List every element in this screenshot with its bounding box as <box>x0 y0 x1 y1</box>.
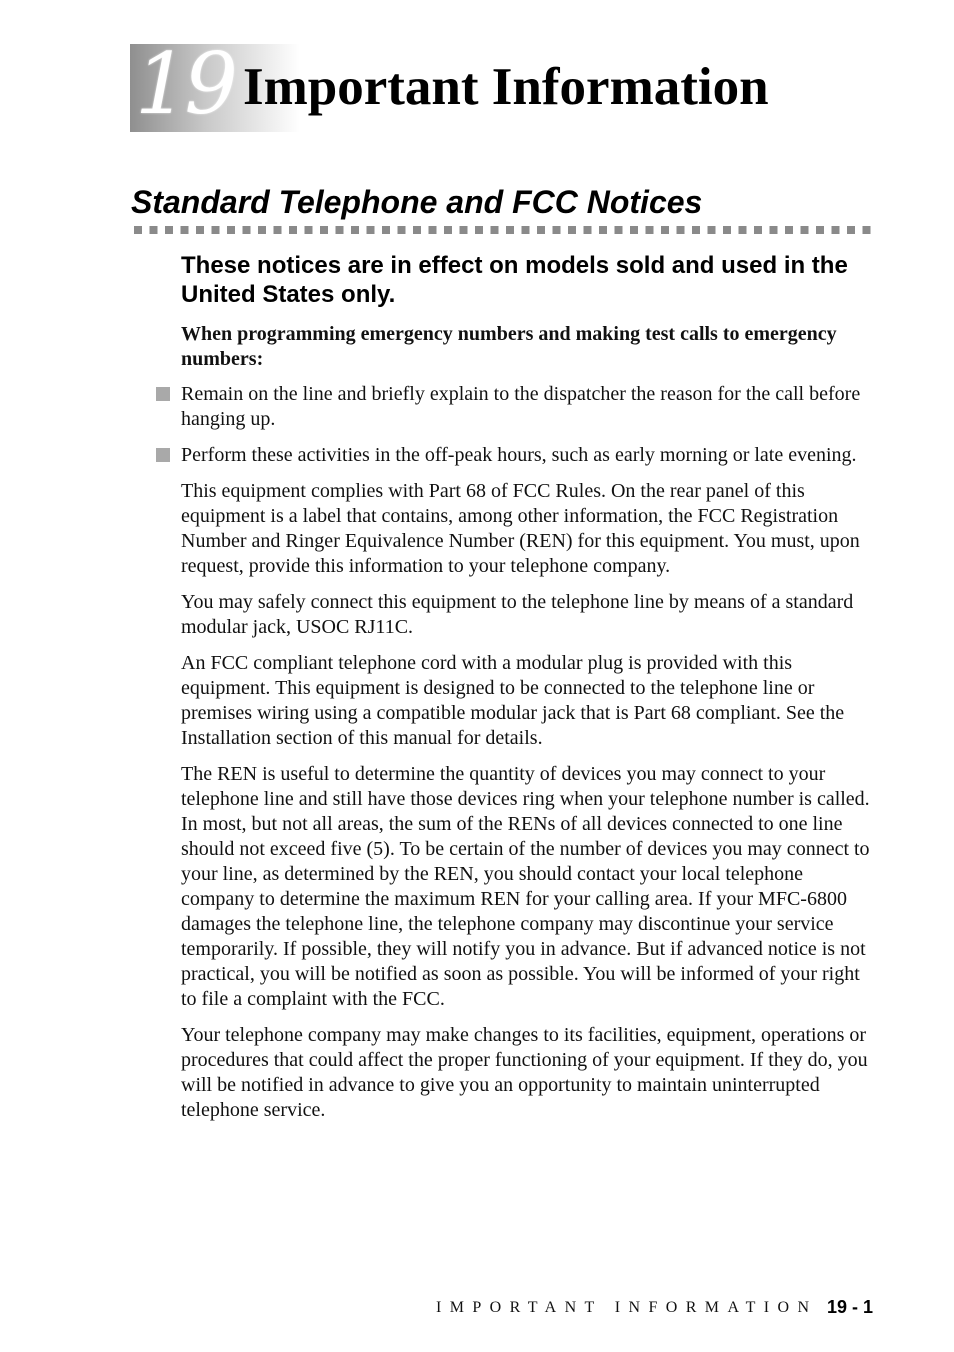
main-content <box>181 251 874 1134</box>
square-bullet-icon <box>156 448 170 462</box>
paragraph-ren: The REN is useful to determine the quantity of devices you may connect to your telephone line and still have those devices ring when your telephone number is called. In most, but not all areas, the sum of the RENs of all devices connected to one line should not exceed five (5). To be certain of the number of devices you may connect to your line, as determined by the REN, you should contact your local telephone company to determine the maximum REN for your calling area. If your MFC-6800 damages the telephone line, the telephone company may discontinue your service temporarily. If possible, they will notify you in advance. But if advanced notice is not practical, you will be notified as soon as possible. You will be informed of your right to file a complaint with the FCC. <box>181 763 870 1010</box>
chapter-title: Important Information <box>243 58 769 116</box>
paragraph-fcc-compliance: This equipment complies with Part 68 of FCC Rules. On the rear panel of this equipment is a label that contains, among other information, the FCC Registration Number and Ringer Equivalence Number (REN) for this equipment. You must, upon request, provide this information to your telephone company. <box>181 480 860 577</box>
notice-subheading: These notices are in effect on models sold and used in the United States only. <box>181 252 848 308</box>
bullet-text: Remain on the line and briefly explain to the dispatcher the reason for the call before hanging up. <box>181 383 861 430</box>
square-bullet-icon <box>156 387 170 401</box>
emergency-bullet-list <box>181 382 874 468</box>
list-item <box>181 382 874 432</box>
dotted-divider <box>134 226 874 234</box>
paragraph-telephone-cord: An FCC compliant telephone cord with a modular plug is provided with this equipment. This equipment is designed to be connected to the telephone line or premises wiring using a compatible modular jack that is Part 68 compliant. See the Installation section of this manual for details. <box>181 652 845 749</box>
list-item <box>181 443 874 468</box>
paragraph-company-changes: Your telephone company may make changes to its facilities, equipment, operations or procedures that could affect the proper functioning of your equipment. If they do, you will be notified in advance to give you an opportunity to maintain uninterrupted telephone service. <box>181 1024 868 1121</box>
paragraph-modular-jack: You may safely connect this equipment to the telephone line by means of a standard modular jack, USOC RJ11C. <box>181 591 854 638</box>
chapter-number: 19 <box>135 35 234 133</box>
emergency-lead-text: When programming emergency numbers and making test calls to emergency numbers: <box>181 323 837 370</box>
section-title: Standard Telephone and FCC Notices <box>131 184 703 220</box>
page-number: 19 - 1 <box>827 1297 874 1317</box>
bullet-text: Perform these activities in the off-peak hours, such as early morning or late evening. <box>181 444 857 466</box>
footer-running-title: IMPORTANT INFORMATION <box>436 1299 818 1316</box>
